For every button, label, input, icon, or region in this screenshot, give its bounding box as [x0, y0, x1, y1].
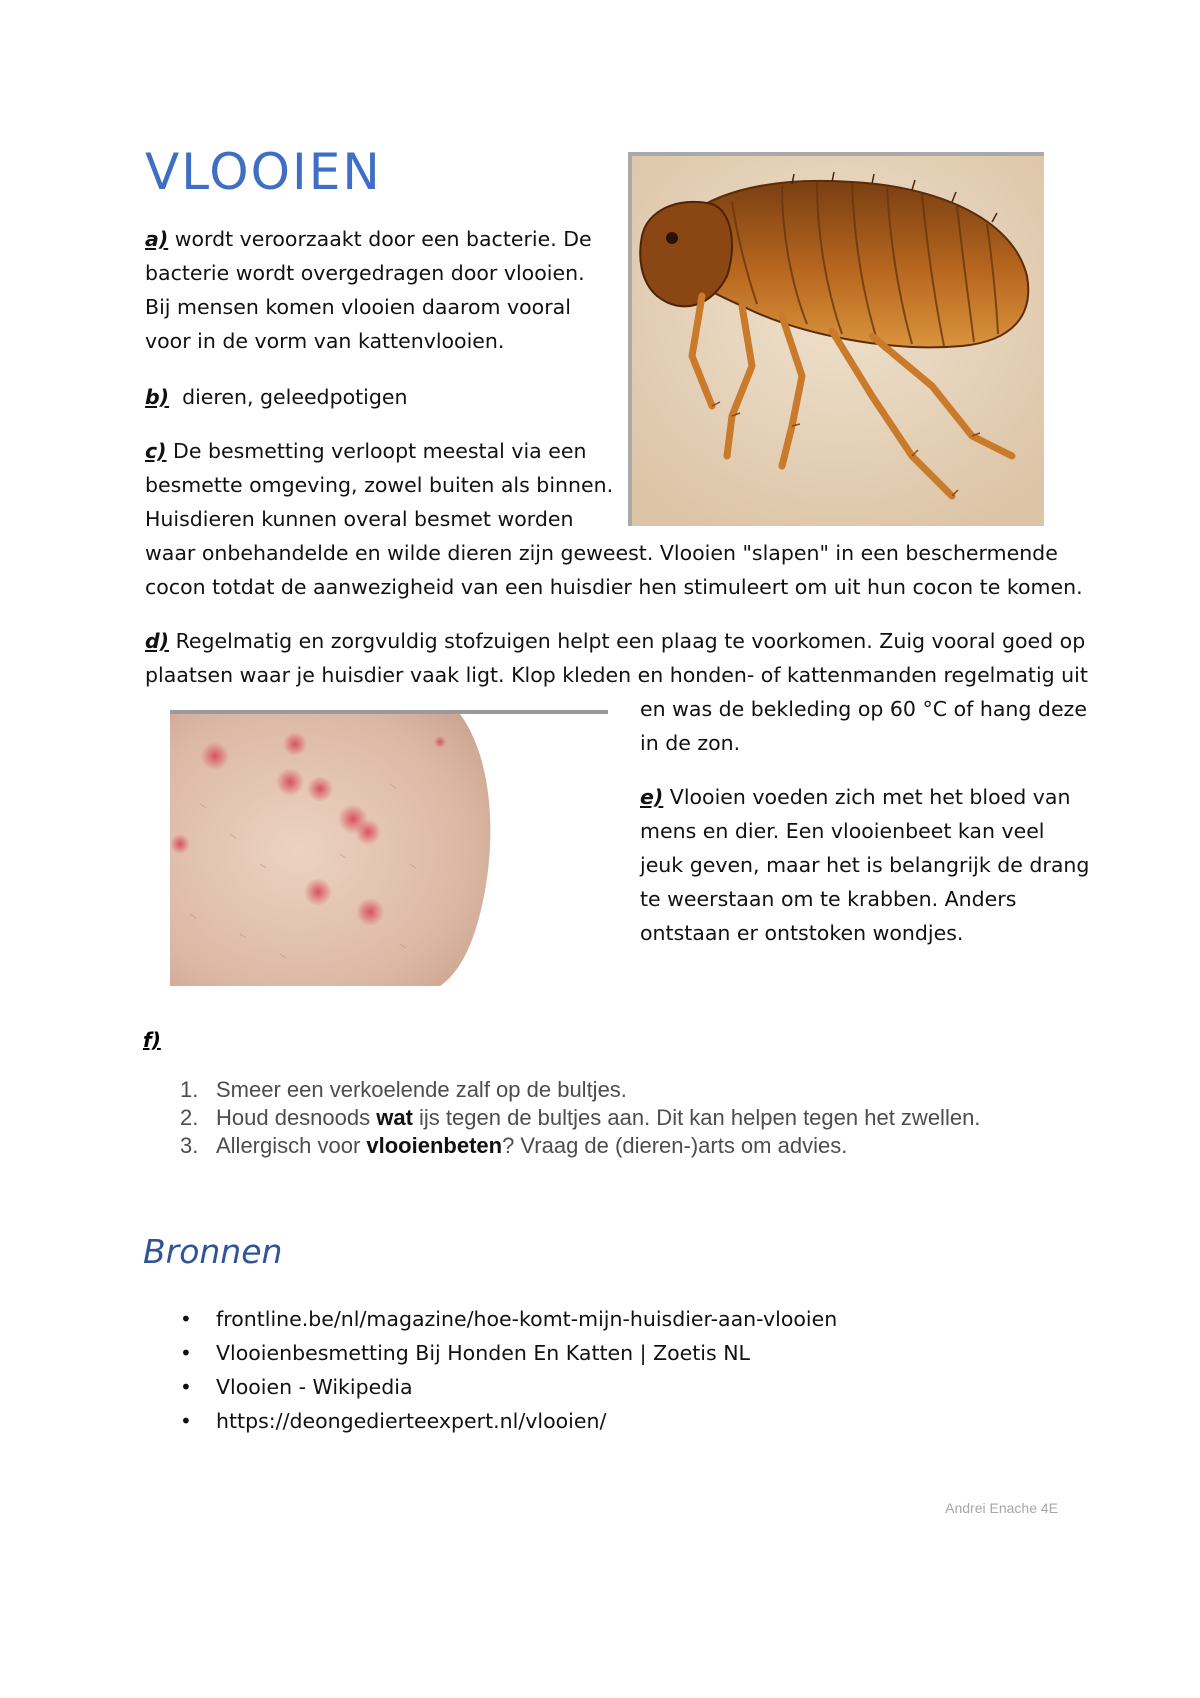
marker-f: f): [143, 1028, 161, 1052]
paragraph-c-line: De besmetting verloopt meestal via een: [166, 439, 587, 463]
list-number: 1.: [180, 1077, 199, 1102]
section-f-label: [143, 1025, 161, 1055]
paragraph-c-line: besmette omgeving, zowel buiten als binnen.: [145, 473, 614, 497]
list-text: Allergisch voor: [216, 1133, 367, 1158]
paragraph-d-continued: [640, 692, 1087, 760]
list-item: [180, 1132, 980, 1160]
bullet-icon: •: [180, 1375, 192, 1399]
list-text: Smeer een verkoelende zalf op de bultjes.: [216, 1077, 627, 1102]
list-bold-text: wat: [376, 1105, 413, 1130]
paragraph-e-line: te weerstaan om te krabben. Anders: [640, 887, 1017, 911]
paragraph-e-line: Vlooien voeden zich met het bloed van: [663, 785, 1071, 809]
source-item[interactable]: [180, 1370, 837, 1404]
paragraph-b-text: dieren, geleedpotigen: [169, 385, 408, 409]
flea-bites-illustration: [170, 714, 608, 986]
paragraph-c-line: cocon totdat de aanwezigheid van een huisdier hen stimuleert om uit hun cocon te komen.: [145, 575, 1083, 599]
paragraph-e-line: ontstaan er ontstoken wondjes.: [640, 921, 964, 945]
source-item[interactable]: [180, 1336, 837, 1370]
paragraph-d: [145, 624, 1088, 692]
source-item[interactable]: [180, 1302, 837, 1336]
list-text: ? Vraag de (dieren-)arts om advies.: [502, 1133, 848, 1158]
source-item[interactable]: [180, 1404, 837, 1438]
paragraph-e: [640, 780, 1089, 950]
paragraph-d-line: in de zon.: [640, 731, 741, 755]
bullet-icon: •: [180, 1341, 192, 1365]
paragraph-e-line: jeuk geven, maar het is belangrijk de drang: [640, 853, 1090, 877]
flea-illustration: [632, 156, 1044, 526]
source-link[interactable]: Vlooienbesmetting Bij Honden En Katten | Zoetis NL: [216, 1341, 750, 1365]
source-link[interactable]: frontline.be/nl/magazine/hoe-komt-mijn-huisdier-aan-vlooien: [216, 1307, 838, 1331]
paragraph-d-line: plaatsen waar je huisdier vaak ligt. Klop kleden en honden- of kattenmanden regelmatig uit: [145, 663, 1088, 687]
marker-c: c): [145, 439, 167, 463]
page-title: VLOOIEN: [145, 143, 382, 201]
paragraph-c-line: Huisdieren kunnen overal besmet worden: [145, 507, 574, 531]
list-number: 2.: [180, 1105, 199, 1130]
list-item: [180, 1104, 980, 1132]
flea-bites-photo: [170, 710, 608, 986]
paragraph-a: [145, 222, 592, 358]
list-bold-text: vlooienbeten: [366, 1133, 503, 1158]
paragraph-a-line: Bij mensen komen vlooien daarom vooral: [145, 295, 571, 319]
list-item: [180, 1076, 980, 1104]
advice-list: [180, 1076, 980, 1160]
footer-author: Andrei Enache 4E: [945, 1500, 1058, 1516]
marker-b: b): [145, 385, 170, 409]
paragraph-d-line: en was de bekleding op 60 °C of hang deze: [640, 697, 1087, 721]
paragraph-c-line: waar onbehandelde en wilde dieren zijn geweest. Vlooien "slapen" in een beschermende: [145, 541, 1058, 565]
paragraph-a-line: bacterie wordt overgedragen door vlooien.: [145, 261, 585, 285]
list-text: Houd desnoods: [216, 1105, 377, 1130]
sources-heading: Bronnen: [143, 1232, 283, 1271]
list-number: 3.: [180, 1133, 199, 1158]
marker-a: a): [145, 227, 169, 251]
paragraph-b: [145, 380, 407, 414]
list-text: ijs tegen de bultjes aan. Dit kan helpen tegen het zwellen.: [412, 1105, 981, 1130]
paragraph-d-line: Regelmatig en zorgvuldig stofzuigen helpt een plaag te voorkomen. Zuig vooral goed op: [169, 629, 1086, 653]
bullet-icon: •: [180, 1307, 192, 1331]
paragraph-a-line: wordt veroorzaakt door een bacterie. De: [168, 227, 592, 251]
marker-e: e): [640, 785, 664, 809]
paragraph-e-line: mens en dier. Een vlooienbeet kan veel: [640, 819, 1045, 843]
bullet-icon: •: [180, 1409, 192, 1433]
marker-d: d): [145, 629, 170, 653]
paragraph-a-line: voor in de vorm van kattenvlooien.: [145, 329, 505, 353]
sources-list: [180, 1302, 837, 1438]
source-link[interactable]: Vlooien - Wikipedia: [216, 1375, 413, 1399]
source-link[interactable]: https://deongedierteexpert.nl/vlooien/: [216, 1409, 607, 1433]
flea-photo: [628, 152, 1044, 526]
